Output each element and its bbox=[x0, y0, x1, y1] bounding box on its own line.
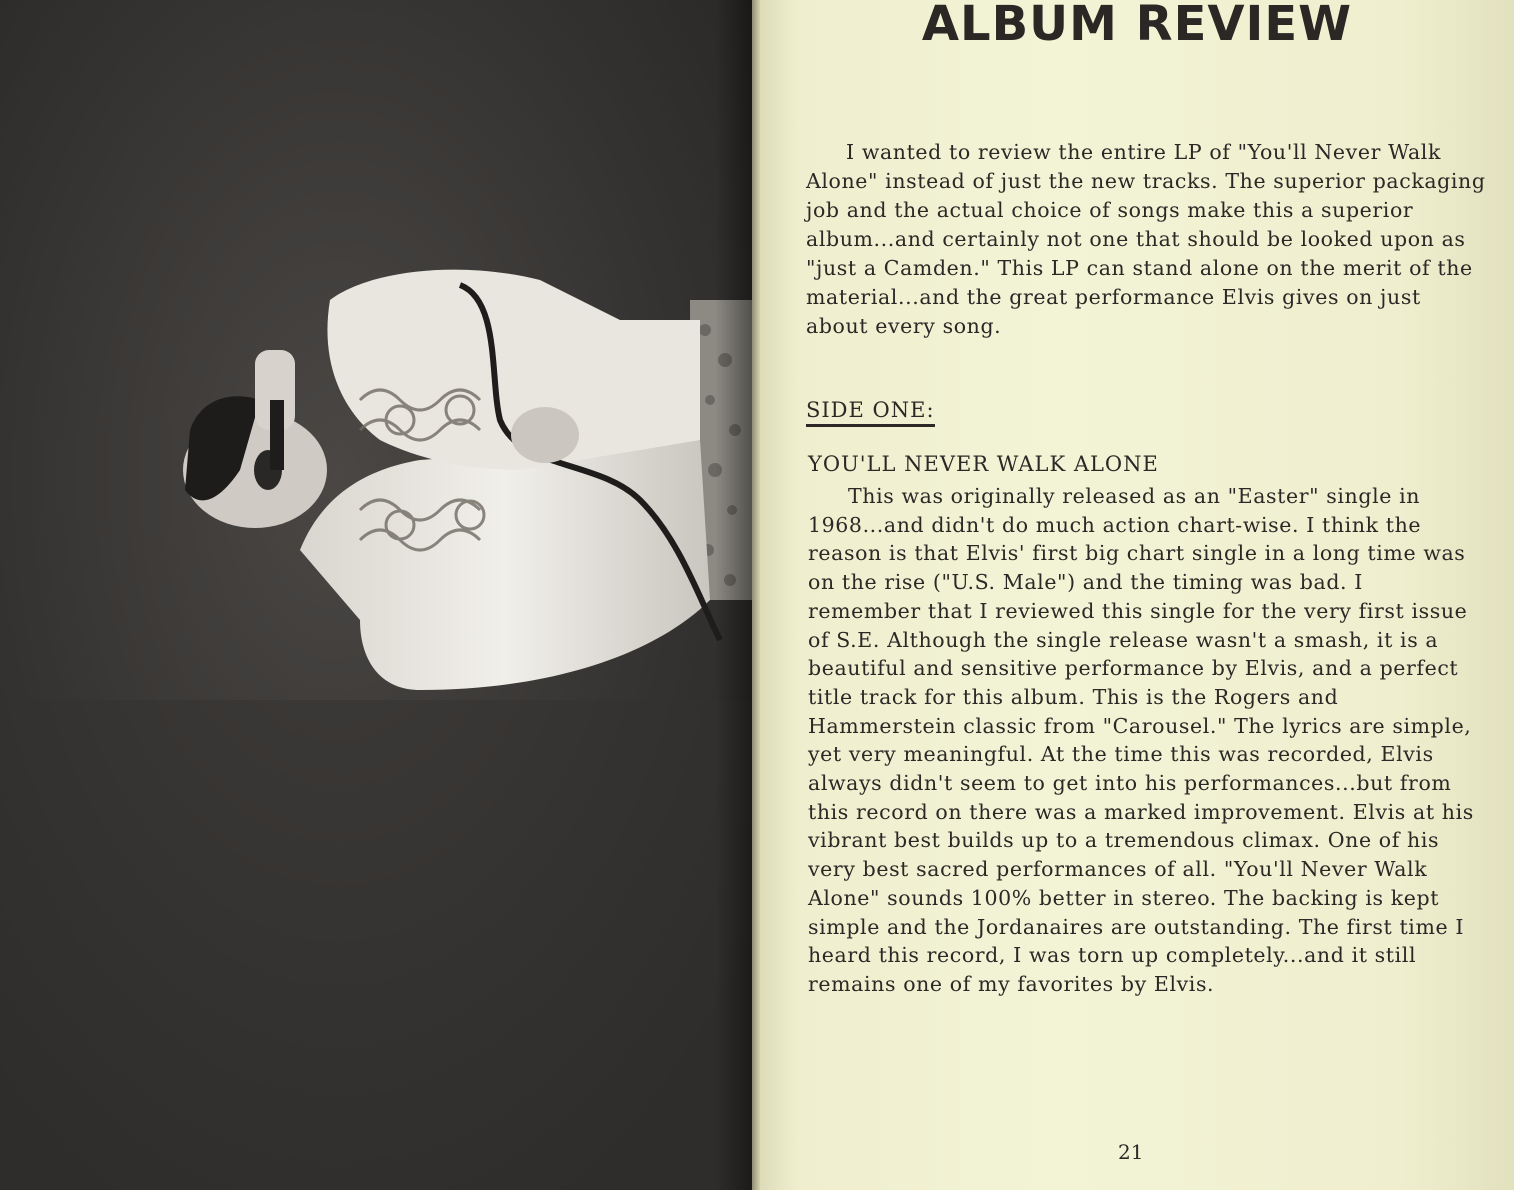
right-page bbox=[752, 0, 1514, 1190]
page-number: 21 bbox=[1118, 1140, 1144, 1164]
side-heading: SIDE ONE: bbox=[806, 398, 935, 427]
gutter-shadow bbox=[715, 0, 755, 1190]
page-title: ALBUM REVIEW bbox=[921, 0, 1353, 52]
song-review-paragraph bbox=[808, 482, 1480, 999]
left-page bbox=[0, 0, 752, 1190]
song-title: YOU'LL NEVER WALK ALONE bbox=[808, 452, 1159, 476]
intro-text: I wanted to review the entire LP of "You'll Never Walk Alone" instead of just the new tracks. The superior packaging job and the actual choice of songs make this a superior album...and certainly not one that should be looked upon as "just a Camden." This LP can stand alone on the merit of the material...and the great performance Elvis gives on just about every song. bbox=[806, 140, 1486, 338]
song-review-text: This was originally released as an "Easter" single in 1968...and didn't do much action chart-wise. I think the reason is that Elvis' first big chart single in a long time was on the rise ("U.S. Male") and the timing was bad. I remember that I reviewed this single for the very first issue of S.E. Although the single release wasn't a smash, it is a beautiful and sensitive performance by Elvis, and a perfect title track for this album. This is the Rogers and Hammerstein classic from "Carousel." The lyrics are simple, yet very meaningful. At the time this was recorded, Elvis always didn't seem to get into his performances...but from this record on there was a marked improvement. Elvis at his vibrant best builds up to a tremendous climax. One of his very best sacred performances of all. "You'll Never Walk Alone" sounds 100% better in stereo. The backing is kept simple and the Jordanaires are outstanding. The first time I heard this record, I was torn up completely...and it still remains one of my favorites by Elvis. bbox=[808, 484, 1474, 996]
intro-paragraph bbox=[806, 138, 1486, 341]
performer-photo bbox=[0, 0, 752, 1190]
page-edge bbox=[752, 0, 760, 1190]
